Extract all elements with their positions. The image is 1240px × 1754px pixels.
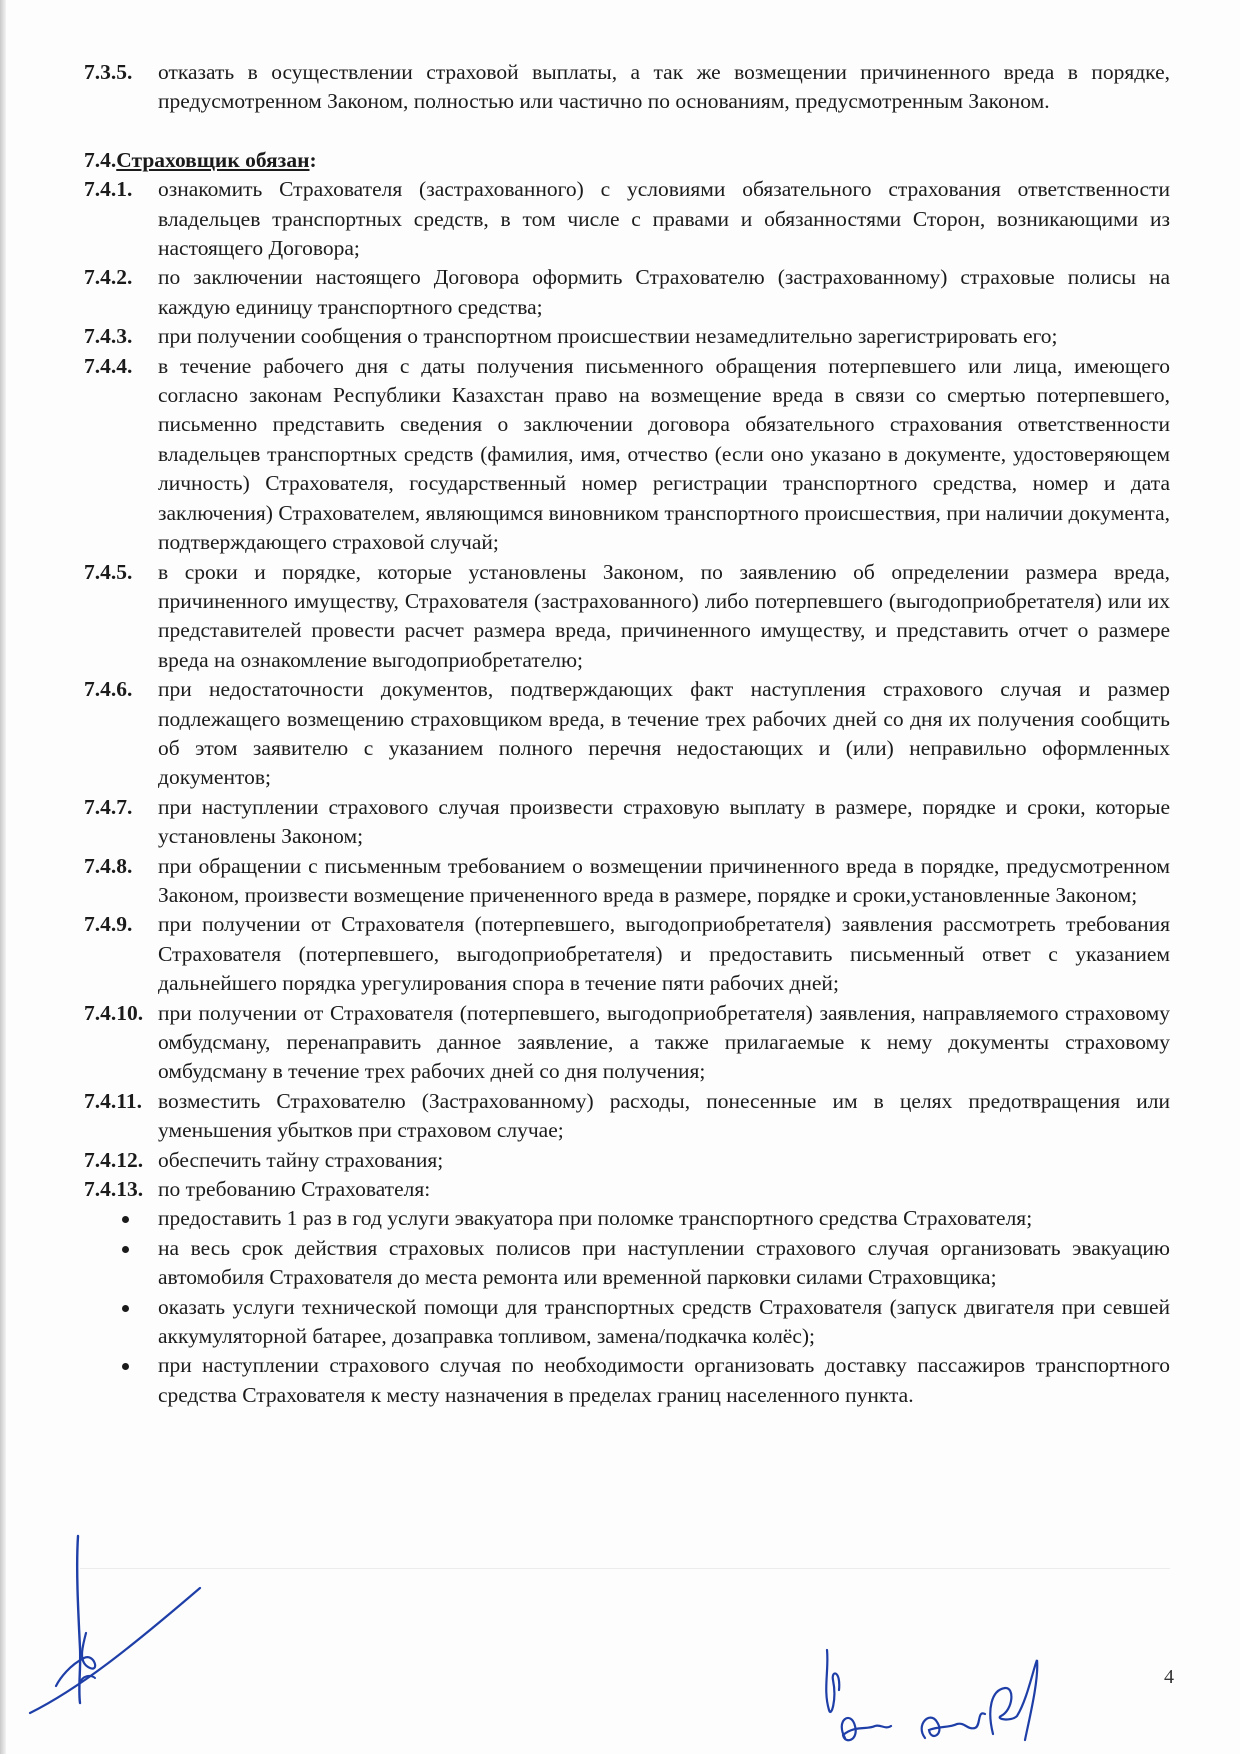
clause-number: 7.4.6.: [84, 677, 133, 702]
bullet-dot-icon: [84, 1351, 158, 1380]
bullet-item: [84, 1293, 1170, 1352]
bullet-dot-icon: [84, 1293, 158, 1322]
section-colon: :: [309, 147, 317, 172]
bullet-text: оказать услуги технической помощи для транспортных средств Страхователя (запуск двигателя при севшей аккумуляторной батарее, дозаправка топливом, замена/подкачка колёс);: [158, 1294, 1170, 1349]
clause-7-4-3: [84, 322, 1170, 351]
clause-text: при обращении с письменным требованием о возмещении причиненного вреда в порядке, предусмотренном Законом, произвести возмещение причененного вреда в размере, порядке и сроки,установленные Законом;: [158, 853, 1170, 907]
bullet-item: [84, 1351, 1170, 1410]
clause-7-4-13: [84, 1175, 1170, 1204]
clause-7-4-11: [84, 1087, 1170, 1146]
bullet-item: [84, 1204, 1170, 1233]
clause-7-4-10: [84, 999, 1170, 1087]
clause-number: 7.4.2.: [84, 265, 133, 290]
clause-7-4-7: [84, 793, 1170, 852]
clause-number: 7.4.11.: [84, 1088, 142, 1113]
clause-number: 7.4.9.: [84, 912, 133, 937]
signature-left: [20, 1528, 220, 1728]
scan-edge: [0, 0, 6, 1754]
clause-number: 7.4.12.: [84, 1147, 144, 1172]
clause-7-4-6: [84, 675, 1170, 793]
clause-text: по требованию Страхователя:: [158, 1177, 431, 1202]
clause-number: 7.4.5.: [84, 559, 133, 584]
clause-text: при получении от Страхователя (потерпевшего, выгодоприобретателя) заявления рассмотреть требования Страхователя (потерпевшего, выгодоприобретателя) и предоставить письменный ответ с указанием дальнейшего порядка урегулирования спора в течение пяти рабочих дней;: [158, 912, 1170, 996]
clause-text: в сроки и порядке, которые установлены Законом, по заявлению об определении размера вреда, причиненного имуществу, Страхователя (застрахованного) либо потерпевшего (выгодоприобретателя) или их представителей провести расчет размера вреда, причиненного имуществу, и представить отчет о размере вреда на ознакомление выгодоприобретателю;: [158, 559, 1170, 672]
bullet-item: [84, 1234, 1170, 1293]
clause-7-4-4: [84, 352, 1170, 558]
bullet-text: предоставить 1 раз в год услуги эвакуатора при поломке транспортного средства Страхователя;: [158, 1206, 1033, 1231]
clause-text: по заключении настоящего Договора оформить Страхователю (застрахованному) страховые полисы на каждую единицу транспортного средства;: [158, 265, 1170, 319]
footer-divider: [80, 1568, 1170, 1569]
clause-text: отказать в осуществлении страховой выплаты, а так же возмещении причиненного вреда в порядке, предусмотренном Законом, полностью или частично по основаниям, предусмотренным Законом.: [158, 60, 1170, 114]
section-title: Страховщик обязан: [116, 147, 310, 172]
clause-7-4-9: [84, 910, 1170, 998]
document-body: [84, 58, 1170, 1410]
section-heading-7-4: [84, 146, 1170, 175]
clause-number: 7.4.3.: [84, 324, 133, 349]
clause-number: 7.3.5.: [84, 60, 133, 84]
clause-text: ознакомить Страхователя (застрахованного) с условиями обязательного страхования ответственности владельцев транспортных средств, в том числе с правами и обязанностями Сторон, возникающими из настоящего Договора;: [158, 177, 1170, 261]
clause-7-4-12: [84, 1146, 1170, 1175]
clause-number: 7.4.4.: [84, 353, 133, 378]
bullet-dot-icon: [84, 1234, 158, 1263]
bullet-text: на весь срок действия страховых полисов при наступлении страхового случая организовать эвакуацию автомобиля Страхователя до места ремонта или временной парковки силами Страховщика;: [158, 1235, 1170, 1290]
clause-number: 7.4.1.: [84, 177, 133, 202]
clause-text: возместить Страхователю (Застрахованному) расходы, понесенные им в целях предотвращения или уменьшения убытков при страховом случае;: [158, 1088, 1170, 1143]
clause-text: при недостаточности документов, подтверждающих факт наступления страхового случая и размер подлежащего возмещению страховщиком вреда, в течение трех рабочих дней со дня их получения сообщить об этом заявителю с указанием полного перечня недостающих и (или) неправильно оформленных документов;: [158, 677, 1170, 790]
clause-number: 7.4.13.: [84, 1177, 144, 1202]
signatures-right: [815, 1630, 1155, 1750]
clause-7-3-5: [84, 58, 1170, 117]
clause-7-4-1: [84, 175, 1170, 263]
clause-text: при наступлении страхового случая произвести страховую выплату в размере, порядке и сроки, которые установлены Законом;: [158, 794, 1170, 849]
clause-7-4-5: [84, 558, 1170, 676]
bullet-text: при наступлении страхового случая по необходимости организовать доставку пассажиров транспортного средства Страхователя к месту назначения в пределах границ населенного пункта.: [158, 1353, 1170, 1407]
section-number: 7.4.: [84, 147, 117, 172]
clause-text: обеспечить тайну страхования;: [158, 1147, 444, 1172]
clause-number: 7.4.10.: [84, 1000, 144, 1025]
bullet-dot-icon: [84, 1204, 158, 1233]
clause-7-4-2: [84, 263, 1170, 322]
clause-text: при получении сообщения о транспортном происшествии незамедлительно зарегистрировать его;: [158, 324, 1058, 349]
clause-text: при получении от Страхователя (потерпевшего, выгодоприобретателя) заявления, направляемого страховому омбудсману, перенаправить данное заявление, а также прилагаемые к нему документы страховому омбудсману в течение трех рабочих дней со дня получения;: [158, 1000, 1170, 1084]
clause-text: в течение рабочего дня с даты получения письменного обращения потерпевшего или лица, имеющего согласно законам Республики Казахстан право на возмещение вреда в связи со смертью потерпевшего, письменно представить сведения о заключении договора обязательного страхования ответственности владельцев транспортных средств (фамилия, имя, отчество (если оно указано в документе, удостоверяющем личность) Страхователя, государственный номер регистрации транспортного средства, номер и дата заключения) Страхователем, являющимся виновником транспортного происшествия, при наличии документа, подтверждающего страховой случай;: [158, 353, 1170, 555]
clause-number: 7.4.8.: [84, 853, 133, 878]
clause-number: 7.4.7.: [84, 794, 133, 819]
clause-7-4-8: [84, 852, 1170, 911]
page-number: 4: [1164, 1666, 1174, 1688]
